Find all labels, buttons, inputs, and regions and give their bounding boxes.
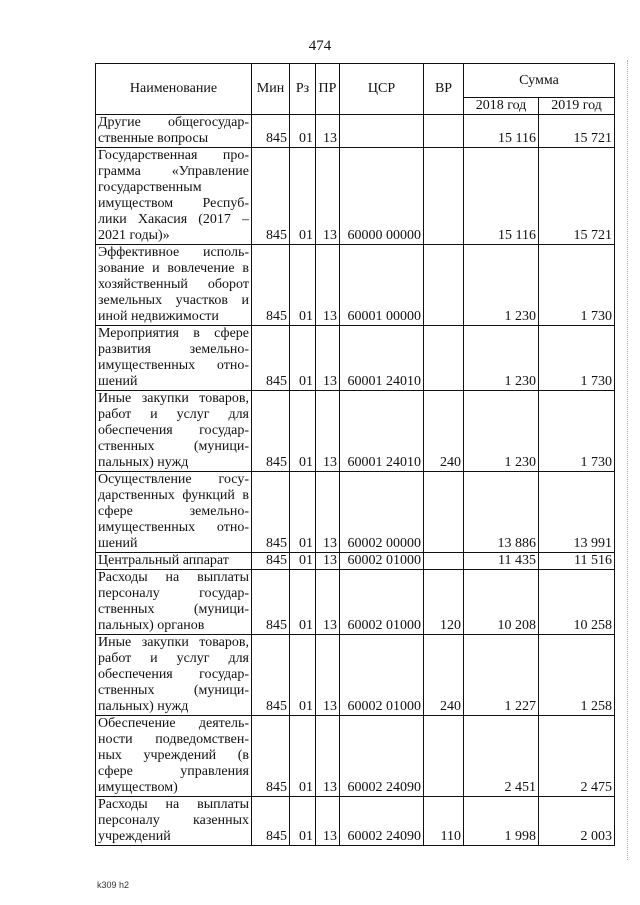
cell-rz: 01	[290, 797, 316, 846]
header-min: Мин	[252, 64, 290, 115]
cell-pr: 13	[316, 797, 340, 846]
cell-pr: 13	[316, 148, 340, 245]
cell-pr: 13	[316, 115, 340, 148]
cell-csr: 60002 00000	[340, 472, 424, 553]
footer-code: k309 h2	[97, 880, 130, 890]
page-number: 474	[308, 38, 332, 54]
cell-csr: 60001 24010	[340, 326, 424, 391]
table-body	[96, 115, 615, 846]
cell-min: 845	[252, 553, 290, 570]
cell-2018: 1 227	[464, 635, 539, 716]
cell-rz: 01	[290, 553, 316, 570]
cell-name: Мероприятия в сфере развития земельно-имущественных отно-шений	[96, 326, 252, 391]
cell-vr	[424, 245, 464, 326]
cell-rz: 01	[290, 245, 316, 326]
cell-2019: 1 730	[539, 245, 615, 326]
cell-vr	[424, 148, 464, 245]
cell-vr: 110	[424, 797, 464, 846]
cell-name: Обеспечение деятель-ности подведомствен-ных учреждений (в сфере управления имуществом)	[96, 716, 252, 797]
cell-min: 845	[252, 635, 290, 716]
cell-min: 845	[252, 115, 290, 148]
cell-csr: 60002 01000	[340, 570, 424, 635]
cell-rz: 01	[290, 716, 316, 797]
table-row	[96, 326, 615, 391]
cell-2019: 1 730	[539, 326, 615, 391]
cell-2018: 13 886	[464, 472, 539, 553]
header-sum: Сумма	[464, 64, 615, 98]
cell-csr: 60001 24010	[340, 391, 424, 472]
cell-rz: 01	[290, 326, 316, 391]
cell-vr: 240	[424, 391, 464, 472]
cell-2019: 13 991	[539, 472, 615, 553]
cell-csr	[340, 115, 424, 148]
cell-min: 845	[252, 326, 290, 391]
cell-vr: 240	[424, 635, 464, 716]
cell-name: Расходы на выплаты персоналу казенных учреждений	[96, 797, 252, 846]
cell-2018: 1 230	[464, 326, 539, 391]
table-row	[96, 553, 615, 570]
table-row	[96, 472, 615, 553]
cell-pr: 13	[316, 716, 340, 797]
cell-2018: 1 230	[464, 245, 539, 326]
cell-rz: 01	[290, 570, 316, 635]
cell-name: Государственная про-грамма «Управление государственным имуществом Респуб-лики Хакасия (2017 – 2021 годы)»	[96, 148, 252, 245]
cell-vr	[424, 115, 464, 148]
table-row	[96, 391, 615, 472]
cell-2018: 11 435	[464, 553, 539, 570]
header-year-2018: 2018 год	[464, 98, 539, 115]
table-row	[96, 245, 615, 326]
cell-csr: 60002 01000	[340, 635, 424, 716]
cell-2019: 11 516	[539, 553, 615, 570]
budget-table	[95, 63, 615, 846]
cell-rz: 01	[290, 148, 316, 245]
cell-2019: 1 730	[539, 391, 615, 472]
header-rz: Рз	[290, 64, 316, 115]
table-row	[96, 716, 615, 797]
cell-csr: 60000 00000	[340, 148, 424, 245]
cell-rz: 01	[290, 635, 316, 716]
table-row	[96, 148, 615, 245]
cell-2019: 15 721	[539, 115, 615, 148]
table-row	[96, 570, 615, 635]
cell-2019: 15 721	[539, 148, 615, 245]
cell-2019: 2 475	[539, 716, 615, 797]
header-csr: ЦСР	[340, 64, 424, 115]
header-vr: ВР	[424, 64, 464, 115]
cell-name: Иные закупки товаров, работ и услуг для обеспечения государ-ственных (муници-пальных) нужд	[96, 391, 252, 472]
cell-min: 845	[252, 391, 290, 472]
header-year-2019: 2019 год	[539, 98, 615, 115]
cell-2018: 15 116	[464, 115, 539, 148]
cell-name: Расходы на выплаты персоналу государ-ственных (муници-пальных) органов	[96, 570, 252, 635]
page-edge-marks	[627, 60, 638, 860]
cell-vr	[424, 326, 464, 391]
cell-name: Эффективное исполь-зование и вовлечение в хозяйственный оборот земельных участков и иной недвижимости	[96, 245, 252, 326]
cell-2018: 10 208	[464, 570, 539, 635]
cell-pr: 13	[316, 472, 340, 553]
cell-vr: 120	[424, 570, 464, 635]
header-name: Наименование	[96, 64, 252, 115]
cell-rz: 01	[290, 115, 316, 148]
cell-min: 845	[252, 245, 290, 326]
cell-pr: 13	[316, 570, 340, 635]
cell-2019: 1 258	[539, 635, 615, 716]
table-row	[96, 635, 615, 716]
cell-2018: 1 998	[464, 797, 539, 846]
cell-pr: 13	[316, 635, 340, 716]
header-pr: ПР	[316, 64, 340, 115]
cell-name: Иные закупки товаров, работ и услуг для обеспечения государ-ственных (муници-пальных) нужд	[96, 635, 252, 716]
cell-min: 845	[252, 570, 290, 635]
cell-vr	[424, 472, 464, 553]
cell-2018: 1 230	[464, 391, 539, 472]
cell-min: 845	[252, 797, 290, 846]
table-row	[96, 797, 615, 846]
cell-pr: 13	[316, 245, 340, 326]
cell-min: 845	[252, 148, 290, 245]
cell-name: Центральный аппарат	[96, 553, 252, 570]
cell-rz: 01	[290, 391, 316, 472]
cell-name: Осуществление госу-дарственных функций в сфере земельно-имущественных отно-шений	[96, 472, 252, 553]
cell-pr: 13	[316, 553, 340, 570]
cell-min: 845	[252, 472, 290, 553]
cell-rz: 01	[290, 472, 316, 553]
cell-vr	[424, 553, 464, 570]
cell-2018: 15 116	[464, 148, 539, 245]
cell-2018: 2 451	[464, 716, 539, 797]
cell-min: 845	[252, 716, 290, 797]
cell-pr: 13	[316, 326, 340, 391]
cell-pr: 13	[316, 391, 340, 472]
cell-csr: 60002 01000	[340, 553, 424, 570]
cell-csr: 60002 24090	[340, 797, 424, 846]
cell-2019: 2 003	[539, 797, 615, 846]
cell-vr	[424, 716, 464, 797]
cell-csr: 60001 00000	[340, 245, 424, 326]
cell-name: Другие общегосудар-ственные вопросы	[96, 115, 252, 148]
cell-csr: 60002 24090	[340, 716, 424, 797]
table-row	[96, 115, 615, 148]
cell-2019: 10 258	[539, 570, 615, 635]
